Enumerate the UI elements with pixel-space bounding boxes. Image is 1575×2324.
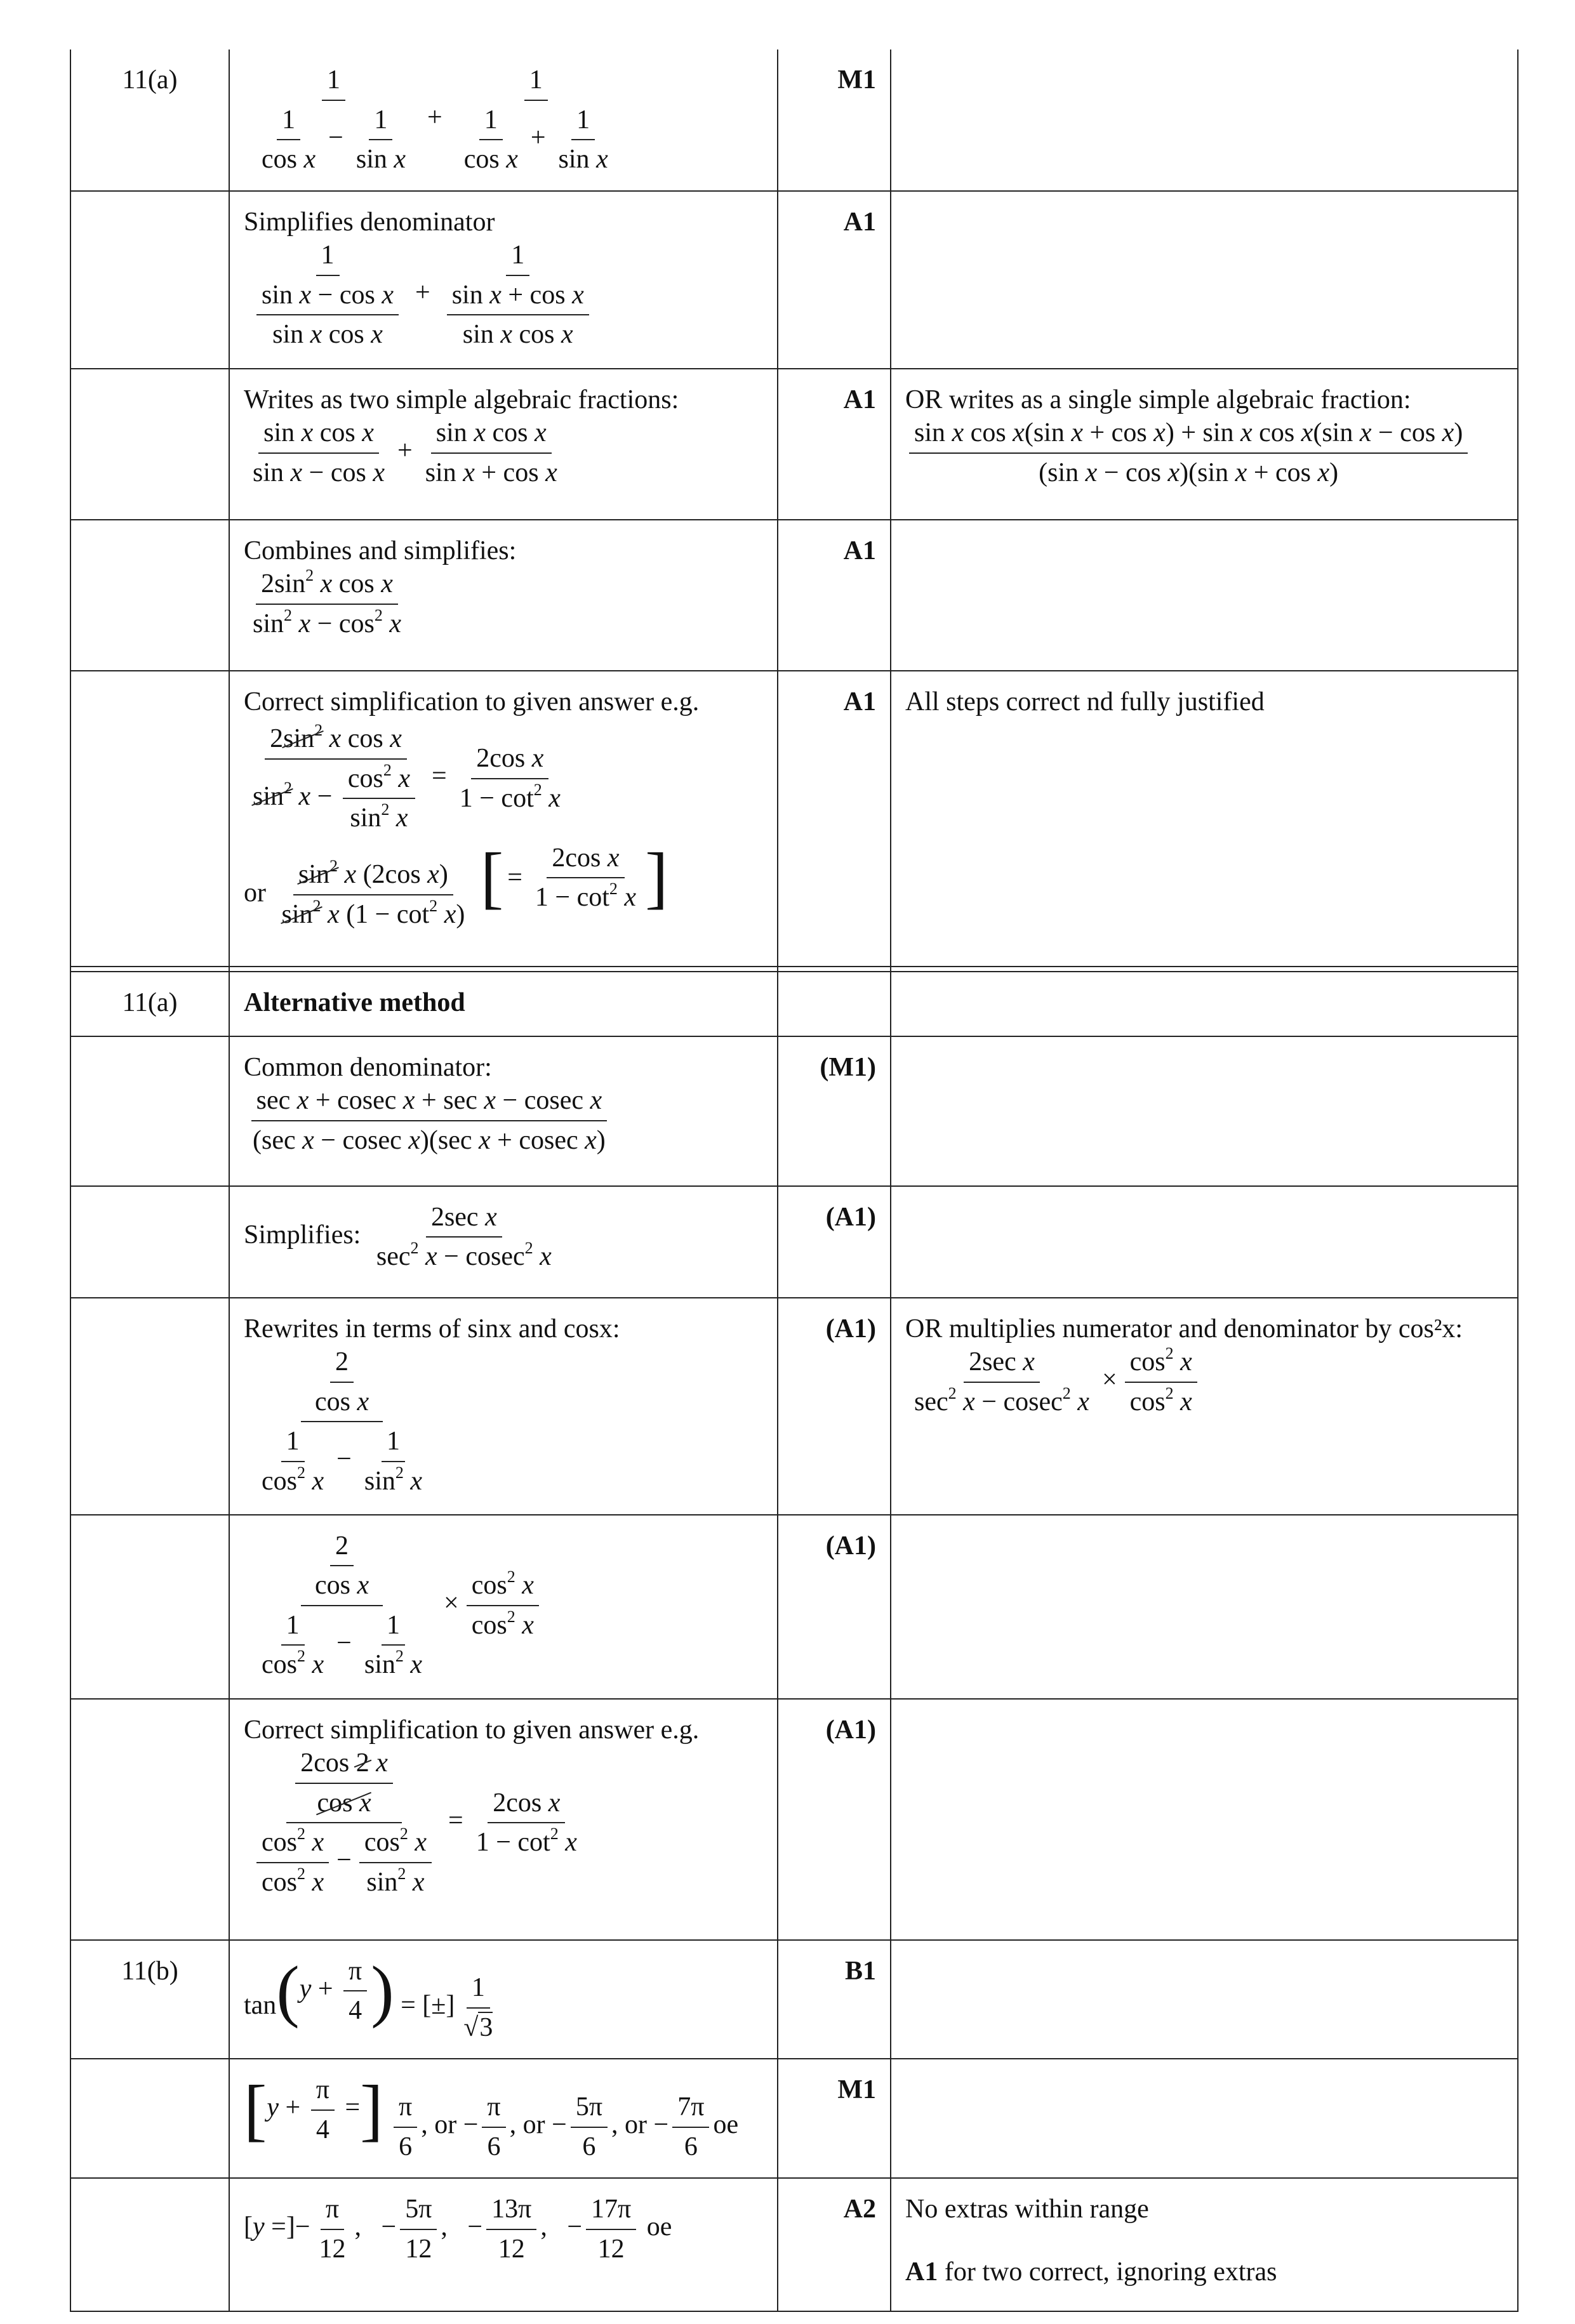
mark: M1 — [778, 2059, 891, 2178]
formula: $\frac{\text{sin x cos x(sin x + cos x) + sin x cos x(sin x − cos x)}}{\text{(sin x − cos x)(sin x + cos x)}}$ — [905, 436, 1472, 465]
formula: [y =]− $\frac{\pi}{12}$ , − $\frac{5\pi}{12}$ , − $\frac{13\pi}{12}$ , − $\frac{17\pi}{12}$ oe — [244, 2212, 672, 2241]
table-row — [70, 50, 1518, 191]
comment-text: OR writes as a single simple algebraic fraction: — [905, 385, 1411, 414]
formula: $\frac{\text{2sec x}}{\sec^2 x - cosec^2 x}$ — [368, 1220, 561, 1250]
formula: tan ( y + $\frac{\pi}{4}$ ) = [±] $\frac{1}{√3}$ — [244, 1991, 502, 2020]
table-row — [70, 369, 1518, 520]
answer-cell — [229, 1298, 778, 1515]
answer-cell — [229, 191, 778, 369]
question-number: 11(a) — [70, 50, 229, 191]
formula: $\frac{1}{\frac{\text{sin x − cos x}}{\text{sin x cos x}}}$ + $\frac{1}{\frac{\text{sin x + cos x}}{\text{sin x cos x}}}$ — [244, 278, 602, 307]
question-number — [70, 1699, 229, 1940]
comment-cell — [891, 520, 1518, 671]
formula: $\frac{2}{\text{cos x}}$ $\frac{1}{\cos^2 x}$ − $\frac{1}{\sin^2 x}$ — [244, 1405, 440, 1434]
step-text: Rewrites in terms of sinx and cosx: — [244, 1314, 620, 1344]
answer-cell — [229, 369, 778, 520]
table-row — [70, 1298, 1518, 1515]
mark: B1 — [778, 1940, 891, 2059]
table-row — [70, 1699, 1518, 1940]
comment-text: No extras within range — [905, 2195, 1149, 2224]
section-divider — [70, 967, 1518, 972]
step-text: Correct simplification to given answer e.g. — [244, 687, 700, 716]
question-number — [70, 2059, 229, 2178]
mark: (A1) — [778, 1515, 891, 1699]
formula: $\frac{\text{sin x cos x}}{\text{sin x − cos x}}$ + $\frac{\text{sin x cos x}}{\text{sin x + cos x}}$ — [244, 436, 566, 465]
question-number — [70, 671, 229, 967]
or-label: or — [244, 878, 266, 908]
comment-cell — [891, 50, 1518, 191]
step-text: Writes as two simple algebraic fractions: — [244, 385, 679, 414]
comment-cell — [891, 2059, 1518, 2178]
mark: A2 — [778, 2178, 891, 2311]
question-number — [70, 1515, 229, 1699]
answer-cell — [229, 2059, 778, 2178]
question-number — [70, 2178, 229, 2311]
mark: (M1) — [778, 1036, 891, 1186]
mark: A1 — [778, 671, 891, 967]
table-row — [70, 1186, 1518, 1298]
formula: $\frac{\text{sec x + cosec x + sec x − cosec x}}{\text{(sec x − cosec x)(sec x + cosec x)}}$ — [244, 1104, 615, 1133]
comment-cell — [891, 1186, 1518, 1298]
table-row — [70, 2178, 1518, 2311]
mark: (A1) — [778, 1298, 891, 1515]
table-row — [70, 1036, 1518, 1186]
question-number — [70, 1036, 229, 1186]
answer-cell — [229, 2178, 778, 2311]
comment-cell — [891, 1036, 1518, 1186]
comment-cell — [891, 1515, 1518, 1699]
answer-cell — [229, 671, 778, 967]
table-row — [70, 2059, 1518, 2178]
mark: A1 — [778, 369, 891, 520]
table-row — [70, 1515, 1518, 1699]
step-text: Common denominator: — [244, 1052, 492, 1082]
mark-scheme — [70, 50, 1517, 2312]
answer-cell — [229, 1699, 778, 1940]
table-row — [70, 671, 1518, 967]
mark: A1 — [778, 191, 891, 369]
comment-cell — [891, 2178, 1518, 2311]
formula: [ y + $\frac{\pi}{4}$ = ] $\frac{\pi}{6}$ , or − $\frac{\pi}{6}$ , or − $\frac{5\pi}{6}$ , or − $\frac{7\pi}{6}$ oe — [244, 2110, 738, 2139]
comment-cell — [891, 1298, 1518, 1515]
answer-cell — [229, 1515, 778, 1699]
table-row — [70, 520, 1518, 671]
mark: M1 — [778, 50, 891, 191]
question-number — [70, 1298, 229, 1515]
answer-cell — [229, 1940, 778, 2059]
table-row — [70, 191, 1518, 369]
comment-text: A1 for two correct, ignoring extras — [905, 2257, 1277, 2287]
comment-cell — [891, 972, 1518, 1036]
step-text: Simplifies: — [244, 1220, 361, 1250]
mark: (A1) — [778, 1699, 891, 1940]
step-text: Simplifies denominator — [244, 207, 495, 237]
formula-alternative: or $\frac{\sin^2 x (2\cos x)}{\sin^2 x (1 - \cot^2 x)}$ [ = $\frac{\text{2cos x}}{1 - \cot^2 x}$ ] — [244, 842, 763, 932]
answer-cell — [229, 50, 778, 191]
question-number — [70, 369, 229, 520]
formula: $\frac{2\sin^2 x \cos x}{\sin^2 x - \cos^2 x}$ — [253, 565, 402, 638]
table-row — [70, 1940, 1518, 2059]
formula: $2\sin^2$ x cos x $\sin^2 x$ − $\frac{\cos^2 x}{\sin^2 x}$ = $\frac{\text{2cos x}}{1 - \cot^2 x}$ — [253, 720, 561, 833]
mark: A1 — [778, 520, 891, 671]
step-text: Combines and simplifies: — [244, 536, 517, 565]
answer-cell — [229, 520, 778, 671]
comment-cell: All steps correct nd fully justified — [891, 671, 1518, 967]
comment-text: OR multiplies numerator and denominator by cos²x: — [905, 1314, 1463, 1344]
question-number — [70, 191, 229, 369]
comment-cell — [891, 1699, 1518, 1940]
answer-cell — [229, 1186, 778, 1298]
question-number — [70, 520, 229, 671]
answer-cell — [229, 1036, 778, 1186]
comment-cell — [891, 369, 1518, 520]
method-heading: Alternative method — [229, 972, 778, 1036]
formula: $\frac{\text{2sec x}}{\sec^2 x - cosec^2 x}$ × $\frac{\cos^2 x}{\cos^2 x}$ — [905, 1365, 1201, 1394]
question-number: 11(b) — [70, 1940, 229, 2059]
formula: $\frac{2\cos 2 x}{\text{cos x}}$ $\frac{\cos^2 x}{\cos^2 x}$ − $\frac{\cos^2 x}{\sin^2 x}$ = $\frac{\text{2cos x}}{1 - \cot^2 x}$ — [244, 1806, 586, 1835]
mark-scheme-table — [70, 50, 1519, 2312]
formula: $\frac{2}{\text{cos x}}$ $\frac{1}{\cos^2 x}$ − $\frac{1}{\sin^2 x}$ × $\frac{\cos^2 x}{\cos^2 x}$ — [244, 1588, 543, 1618]
table-row — [70, 972, 1518, 1036]
comment-cell — [891, 1940, 1518, 2059]
mark — [778, 972, 891, 1036]
step-text: Correct simplification to given answer e.g. — [244, 1715, 700, 1745]
formula: 1 $\frac{1}{\text{cos x}}$ − $\frac{1}{\text{sin x}}$ + 1 $\frac{1}{\text{cos x}}$ + $\frac{1}{\text{sin x}}$ — [244, 103, 626, 132]
question-number: 11(a) — [70, 972, 229, 1036]
question-number — [70, 1186, 229, 1298]
comment-cell — [891, 191, 1518, 369]
mark: (A1) — [778, 1186, 891, 1298]
